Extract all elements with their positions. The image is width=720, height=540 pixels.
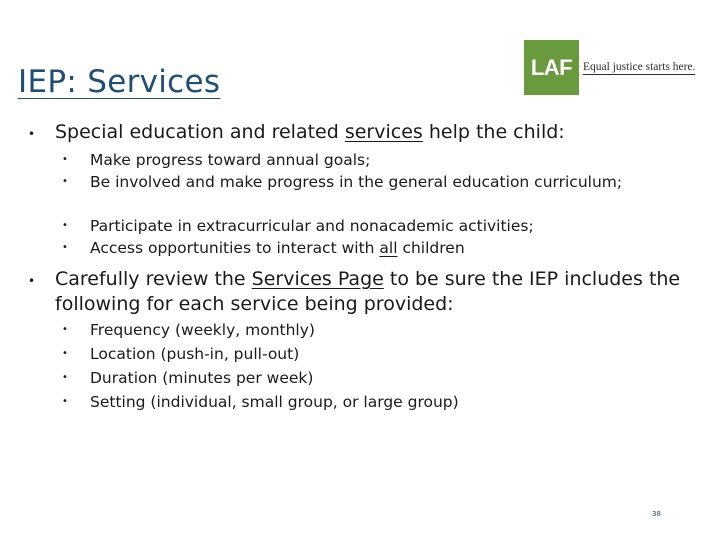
sub-bullet-item (62, 171, 682, 193)
bullet-item (28, 267, 708, 317)
bullet-dot: • (62, 154, 68, 165)
logo-mark: LAF (524, 40, 579, 95)
bullet-dot: • (62, 220, 68, 231)
bullet-dot: • (62, 372, 68, 383)
sub-bullet-text: Make progress toward annual goals; (90, 151, 371, 169)
sub-bullet-item (62, 367, 682, 389)
underlined-term: services (344, 121, 423, 143)
bullet-dot: • (62, 176, 68, 187)
underlined-term: Services Page (251, 268, 384, 290)
sub-bullet-item (62, 391, 682, 413)
sub-bullet-text: Access opportunities to interact with all children (90, 239, 465, 257)
sub-bullet-text: Setting (individual, small group, or large group) (90, 393, 459, 411)
sub-bullet-text: Be involved and make progress in the general education curriculum; (90, 173, 623, 191)
sub-bullet-text: Frequency (weekly, monthly) (90, 321, 315, 339)
sub-bullet-item (62, 149, 682, 171)
laf-logo (524, 40, 695, 95)
sub-bullet-item (62, 319, 682, 341)
bullet-text: Special education and related services help the child: (55, 121, 565, 143)
bullet-item (28, 120, 708, 148)
bullet-dot: • (28, 127, 36, 141)
logo-tagline: Equal justice starts here. (583, 60, 696, 73)
sub-bullet-text: Location (push-in, pull-out) (90, 345, 300, 363)
sub-bullet-text: Participate in extracurricular and nonacademic activities; (90, 217, 534, 235)
bullet-dot: • (62, 348, 68, 359)
bullet-dot: • (62, 396, 68, 407)
bullet-dot: • (28, 274, 36, 288)
sub-bullet-text: Duration (minutes per week) (90, 369, 314, 387)
slide-title: IEP: Services (18, 64, 221, 100)
bullet-text: Carefully review the Services Page to be sure the IEP includes the following for each service being provided: (55, 268, 681, 315)
sub-bullet-item (62, 237, 682, 259)
bullet-dot: • (62, 324, 68, 335)
bullet-dot: • (62, 242, 68, 253)
sub-bullet-item (62, 343, 682, 365)
sub-bullet-item (62, 215, 682, 237)
page-number: 38 (652, 510, 661, 518)
underlined-term: all (379, 239, 398, 257)
